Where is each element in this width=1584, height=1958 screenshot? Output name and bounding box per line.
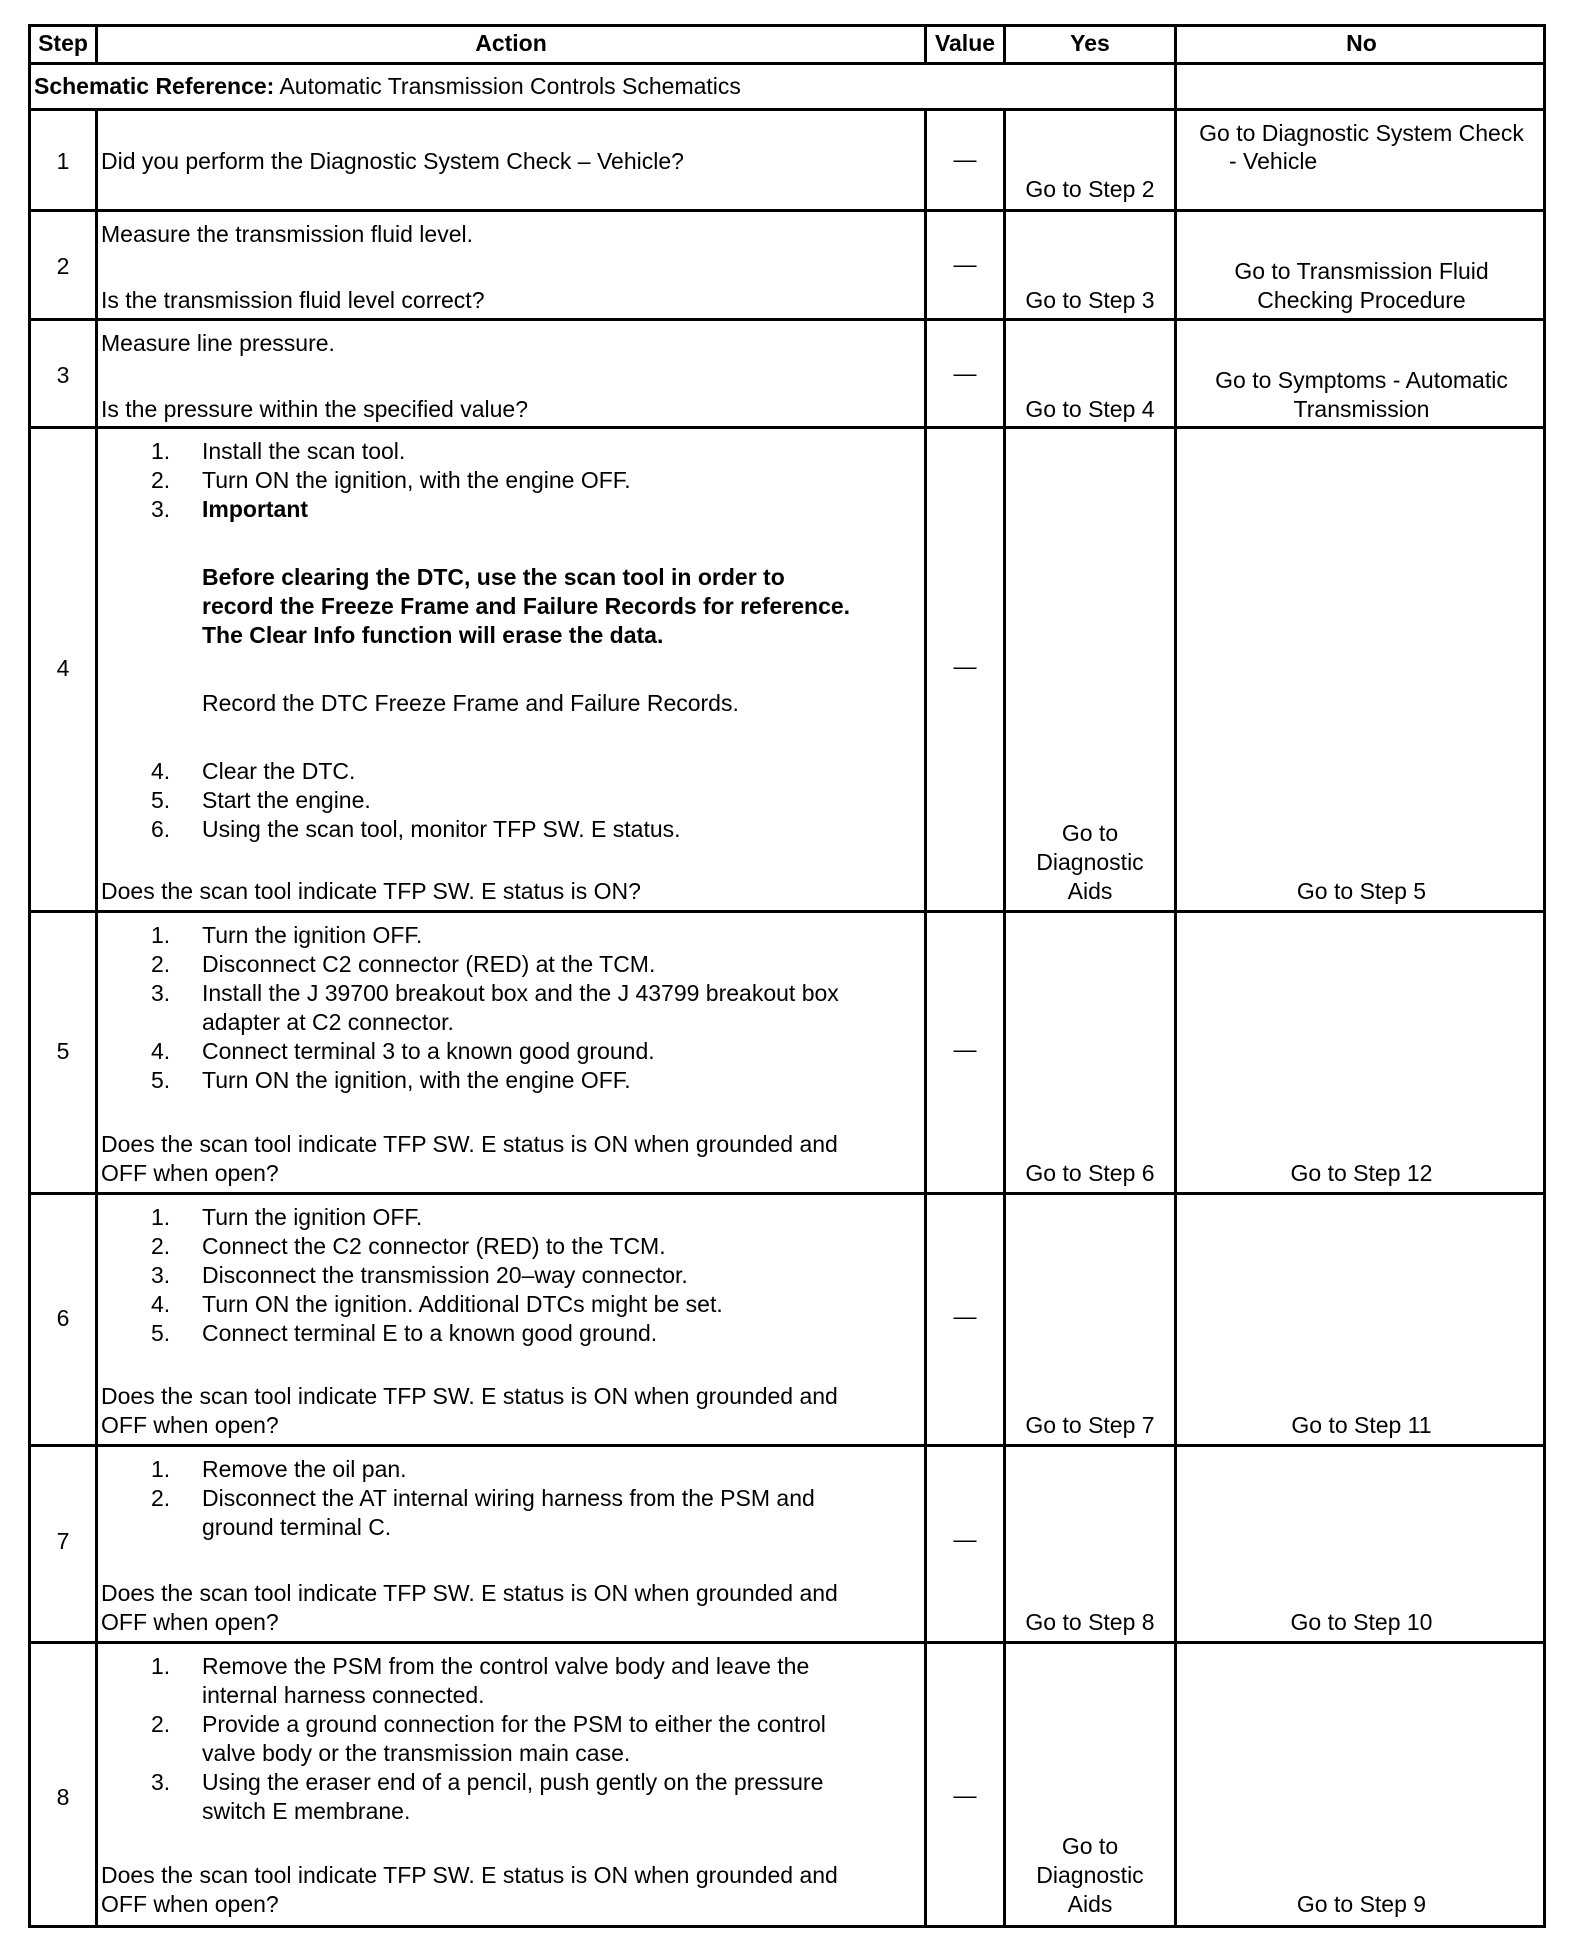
item-text: ground terminal C. — [202, 1514, 392, 1540]
step-number: 5 — [56, 1038, 70, 1064]
no-cell: Go to Symptoms - Automatic — [1215, 367, 1508, 393]
item-text: switch E membrane. — [202, 1798, 411, 1824]
action-question: Does the scan tool indicate TFP SW. E status is ON when grounded and — [101, 1131, 838, 1157]
action-question: Does the scan tool indicate TFP SW. E status is ON when grounded and — [101, 1383, 838, 1409]
item-number: 1. — [151, 1653, 171, 1679]
step-number: 8 — [56, 1784, 70, 1810]
header-action: Action — [475, 30, 547, 56]
value-cell: — — [953, 653, 977, 679]
header-value: Value — [934, 30, 996, 56]
yes-cell: Go to — [1061, 820, 1119, 846]
important-note: The Clear Info function will erase the data. — [202, 622, 664, 648]
item-text: Clear the DTC. — [202, 758, 356, 784]
item-number: 6. — [151, 816, 171, 842]
item-text: adapter at C2 connector. — [202, 1009, 454, 1035]
item-number: 5. — [151, 1320, 171, 1346]
item-text: internal harness connected. — [202, 1682, 485, 1708]
item-number: 3. — [151, 1262, 171, 1288]
item-number: 4. — [151, 1038, 171, 1064]
no-cell-cont: - Vehicle — [1229, 148, 1318, 174]
action-question-cont: OFF when open? — [101, 1412, 279, 1438]
item-text: valve body or the transmission main case. — [202, 1740, 631, 1766]
value-cell: — — [953, 146, 977, 172]
item-text: Start the engine. — [202, 787, 371, 813]
rule — [31, 209, 1543, 212]
item-number: 3. — [151, 1769, 171, 1795]
item-text: Disconnect C2 connector (RED) at the TCM. — [202, 951, 656, 977]
schematic-reference — [34, 72, 741, 101]
rule — [31, 318, 1543, 321]
item-number: 4. — [151, 758, 171, 784]
item-number: 2. — [151, 467, 171, 493]
action-question: Does the scan tool indicate TFP SW. E status is ON when grounded and — [101, 1862, 838, 1888]
yes-cell: Go to — [1061, 1833, 1119, 1859]
item-number: 5. — [151, 787, 171, 813]
step-number: 2 — [56, 253, 70, 279]
item-number: 2. — [151, 1233, 171, 1259]
item-text: Connect terminal E to a known good ground. — [202, 1320, 658, 1346]
item-number: 2. — [151, 1711, 171, 1737]
action-question: Did you perform the Diagnostic System Check – Vehicle? — [101, 148, 684, 174]
step-number: 6 — [56, 1305, 70, 1331]
header-yes: Yes — [1070, 30, 1110, 56]
yes-cell-cont: Aids — [1067, 1891, 1113, 1917]
diagnostic-table — [28, 24, 1546, 1928]
item-number: 5. — [151, 1067, 171, 1093]
action-question: Does the scan tool indicate TFP SW. E status is ON? — [101, 878, 641, 904]
action-question: Is the pressure within the specified value? — [101, 396, 529, 422]
value-cell: — — [953, 360, 977, 386]
item-text: Turn the ignition OFF. — [202, 922, 423, 948]
record-note: Record the DTC Freeze Frame and Failure Records. — [202, 690, 739, 716]
item-number: 1. — [151, 1204, 171, 1230]
no-cell: Go to Step 9 — [1296, 1891, 1427, 1917]
step-number: 3 — [56, 362, 70, 388]
no-cell: Go to Transmission Fluid — [1234, 258, 1489, 284]
item-text: Connect terminal 3 to a known good ground. — [202, 1038, 655, 1064]
item-text: Using the scan tool, monitor TFP SW. E status. — [202, 816, 681, 842]
header-step: Step — [38, 30, 88, 56]
yes-cell-cont: Diagnostic — [1036, 849, 1144, 875]
yes-cell: Go to Step 4 — [1025, 396, 1155, 422]
item-number: 2. — [151, 951, 171, 977]
value-cell: — — [953, 1303, 977, 1329]
no-cell: Go to Diagnostic System Check — [1199, 120, 1524, 146]
item-number: 1. — [151, 922, 171, 948]
item-text: Turn ON the ignition, with the engine OFF. — [202, 1067, 631, 1093]
no-cell: Go to Step 12 — [1290, 1160, 1433, 1186]
important-note: record the Freeze Frame and Failure Records for reference. — [202, 593, 851, 619]
action-intro: Measure the transmission fluid level. — [101, 221, 473, 247]
yes-cell: Go to Step 2 — [1025, 176, 1155, 202]
action-intro: Measure line pressure. — [101, 330, 335, 356]
value-cell: — — [953, 1526, 977, 1552]
item-text: Connect the C2 connector (RED) to the TCM. — [202, 1233, 666, 1259]
no-cell: Go to Step 11 — [1291, 1412, 1432, 1438]
yes-cell: Go to Step 7 — [1025, 1412, 1155, 1438]
rule — [31, 62, 1543, 65]
action-question: Does the scan tool indicate TFP SW. E status is ON when grounded and — [101, 1580, 838, 1606]
item-text: Disconnect the AT internal wiring harness from the PSM and — [202, 1485, 815, 1511]
no-cell: Go to Step 10 — [1290, 1609, 1433, 1635]
item-text: Provide a ground connection for the PSM to either the control — [202, 1711, 826, 1737]
important-note: Before clearing the DTC, use the scan tool in order to — [202, 564, 785, 590]
important-heading: Important — [202, 496, 309, 522]
item-text: Install the scan tool. — [202, 438, 406, 464]
col-divider — [95, 108, 98, 1928]
schematic-text: Automatic Transmission Controls Schematics — [279, 73, 741, 99]
action-question: Is the transmission fluid level correct? — [101, 287, 485, 313]
col-divider — [1003, 108, 1006, 1928]
no-cell-cont: Checking Procedure — [1257, 287, 1466, 313]
no-cell-cont: Transmission — [1293, 396, 1430, 422]
action-question-cont: OFF when open? — [101, 1891, 279, 1917]
item-text: Using the eraser end of a pencil, push gently on the pressure — [202, 1769, 824, 1795]
item-text: Install the J 39700 breakout box and the J 43799 breakout box — [202, 980, 839, 1006]
rule — [31, 108, 1543, 111]
item-text: Turn ON the ignition. Additional DTCs might be set. — [202, 1291, 723, 1317]
value-cell: — — [953, 251, 977, 277]
item-text: Remove the PSM from the control valve body and leave the — [202, 1653, 810, 1679]
rule — [31, 426, 1543, 429]
header-no: No — [1346, 30, 1377, 56]
yes-cell-cont: Diagnostic — [1036, 1862, 1144, 1888]
value-cell: — — [953, 1782, 977, 1808]
rule — [31, 910, 1543, 913]
action-question-cont: OFF when open? — [101, 1160, 279, 1186]
yes-cell: Go to Step 3 — [1025, 287, 1155, 313]
step-number: 7 — [56, 1528, 70, 1554]
no-cell: Go to Step 5 — [1296, 878, 1427, 904]
item-number: 2. — [151, 1485, 171, 1511]
item-number: 1. — [151, 438, 171, 464]
schematic-label: Schematic Reference: — [34, 73, 275, 99]
item-number: 3. — [151, 980, 171, 1006]
rule — [31, 1444, 1543, 1447]
item-text: Turn ON the ignition, with the engine OFF. — [202, 467, 631, 493]
item-number: 3. — [151, 496, 171, 522]
item-text: Disconnect the transmission 20–way connector. — [202, 1262, 688, 1288]
yes-cell-cont: Aids — [1067, 878, 1113, 904]
rule — [31, 1641, 1543, 1644]
item-number: 1. — [151, 1456, 171, 1482]
step-number: 1 — [56, 148, 70, 174]
item-number: 4. — [151, 1291, 171, 1317]
yes-cell: Go to Step 6 — [1025, 1160, 1155, 1186]
value-cell: — — [953, 1036, 977, 1062]
rule — [31, 1192, 1543, 1195]
step-number: 4 — [56, 655, 70, 681]
item-text: Remove the oil pan. — [202, 1456, 407, 1482]
item-text: Turn the ignition OFF. — [202, 1204, 423, 1230]
yes-cell: Go to Step 8 — [1025, 1609, 1155, 1635]
action-question-cont: OFF when open? — [101, 1609, 279, 1635]
